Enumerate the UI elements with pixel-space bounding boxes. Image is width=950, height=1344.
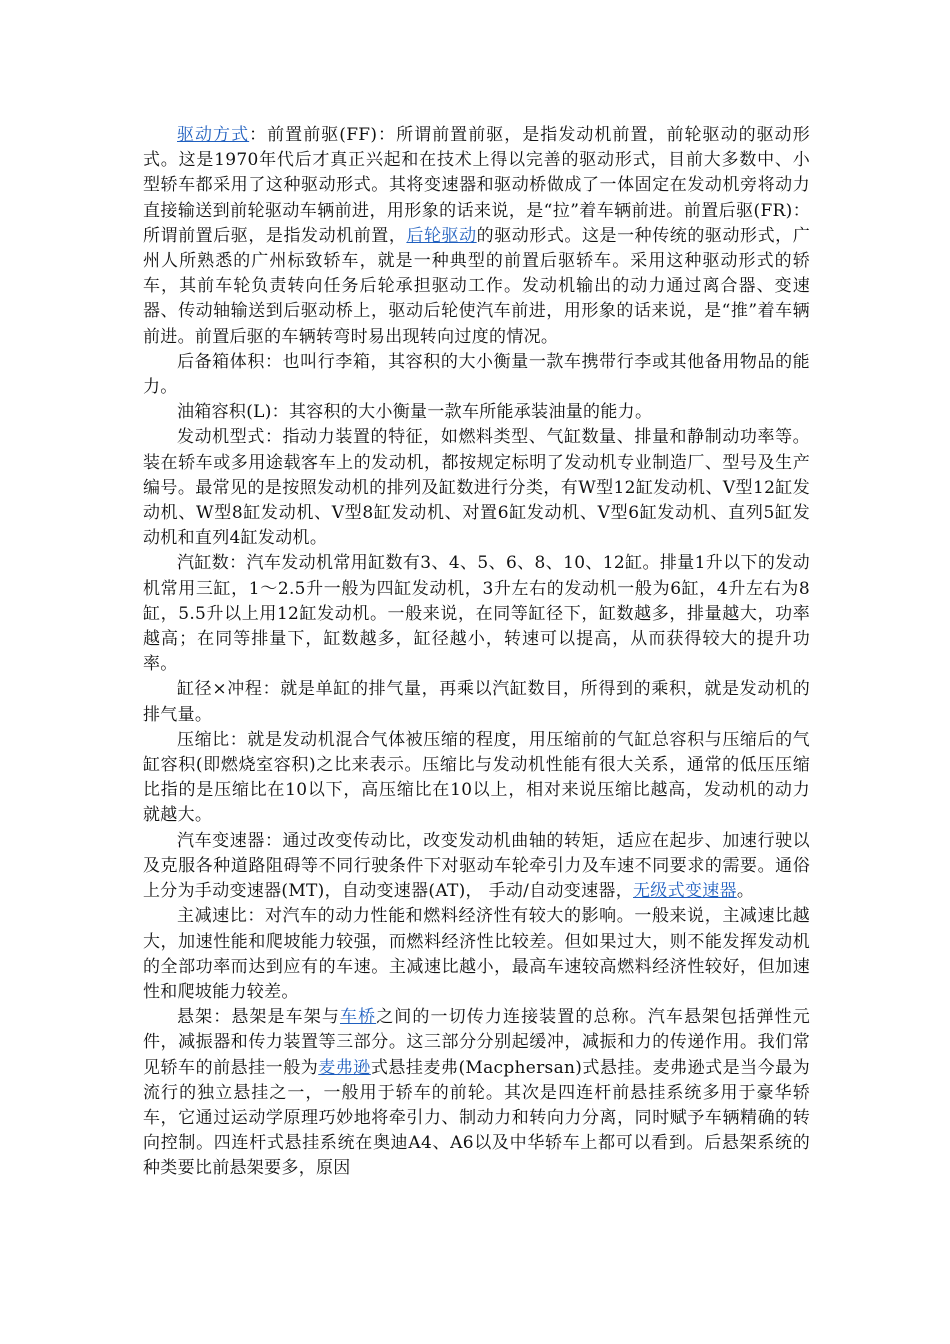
paragraph-text: 的驱动形式。这是一种传统的驱动形式，广州人所熟悉的广州标致轿车，就是一种典型的前置后驱轿车。采用这种驱动形式的轿车，其前车轮负责转向任务后轮承担驱动工作。发动机输出的动力通过离合器、变速器、传动轴输送到后驱动桥上，驱动后轮使汽车前进，用形象的话来说，是“推”着车辆前进。前置后驱的车辆转弯时易出现转向过度的情况。 <box>143 225 811 347</box>
paragraph-text: 悬架：悬架是车架与 <box>177 1007 340 1028</box>
paragraph-text: 主减速比：对汽车的动力性能和燃料经济性有较大的影响。一般来说，主减速比越大，加速性能和爬坡能力较强，而燃料经济性比较差。但如果过大，则不能发挥发动机的全部功率而达到应有的车速。主减速比越小，最高车速较高燃料经济性较好，但加速性和爬坡能力较差。 <box>143 906 810 1002</box>
paragraph-text: 。 <box>736 881 755 902</box>
paragraph-text: ：前置前驱(FF)：所谓前置前驱，是指发动机前置，前轮驱动的驱动形式。这是1970年代后才真正兴起和在技术上得以完善的驱动形式，目前大多数中、小型轿车都采用了这种驱动形式。其将变速器和驱动桥做成了一体固定在发动机旁将动力直接输送到前轮驱动车辆前进，用形象的话来说，是“拉”着车辆前进。前置后驱(FR)：所谓前置后驱，是指发动机前置， <box>143 125 810 246</box>
inline-link[interactable]: 驱动方式 <box>177 125 250 145</box>
paragraph-text: 之间的一切传力连接装置的总称。汽车悬架包括弹性元件，减振器和传力装置等三部分。这三部分分别起缓冲，减振和力的传递作用。我们常见轿车的前悬挂一般为 <box>143 1007 810 1078</box>
paragraph <box>143 425 810 551</box>
paragraph-text: 汽车变速器：通过改变传动比，改变发动机曲轴的转矩，适应在起步、加速行驶以及克服各种道路阻碍等不同行驶条件下对驱动车轮牵引力及车速不同要求的需要。通俗上分为手动变速器(MT)，自动变速器(AT)， 手动/自动变速器， <box>143 830 810 902</box>
paragraph <box>143 350 810 400</box>
paragraph-text: 式悬挂麦弗(Macphersan)式悬挂。麦弗逊式是当今最为流行的独立悬挂之一，一般用于轿车的前轮。其次是四连杆前悬挂系统多用于豪华轿车，它通过运动学原理巧妙地将牵引力、制动力和转向力分离，同时赋予车辆精确的转向控制。四连杆式悬挂系统在奥迪A4、A6以及中华轿车上都可以看到。后悬架系统的种类要比前悬架要多，原因 <box>143 1057 811 1179</box>
paragraph <box>143 829 810 905</box>
paragraph-text: 后备箱体积：也叫行李箱，其容积的大小衡量一款车携带行李或其他备用物品的能力。 <box>143 351 810 398</box>
inline-link[interactable]: 车桥 <box>339 1007 377 1028</box>
paragraph <box>143 728 810 829</box>
inline-link[interactable]: 后轮驱动 <box>406 225 477 246</box>
paragraph <box>143 677 810 727</box>
inline-link[interactable]: 无级式变速器 <box>633 881 737 902</box>
paragraph-text: 压缩比：就是发动机混合气体被压缩的程度，用压缩前的气缸总容积与压缩后的气缸容积(即燃烧室容积)之比来表示。压缩比与发动机性能有很大关系，通常的低压压缩比指的是压缩比在10以下，高压缩比在10以上，相对来说压缩比越高，发动机的动力就越大。 <box>143 729 810 826</box>
paragraph <box>143 123 810 350</box>
paragraph-text: 发动机型式：指动力装置的特征，如燃料类型、气缸数量、排量和静制动功率等。装在轿车或多用途载客车上的发动机，都按规定标明了发动机专业制造厂、型号及生产编号。最常见的是按照发动机的排列及缸数进行分类，有W型12缸发动机、V型12缸发动机、W型8缸发动机、V型8缸发动机、对置6缸发动机、V型6缸发动机、直列5缸发动机和直列4缸发动机。 <box>143 427 810 549</box>
paragraph-text: 缸径×冲程：就是单缸的排气量，再乘以汽缸数目，所得到的乘积，就是发动机的排气量。 <box>143 679 810 725</box>
document-body <box>143 123 810 1182</box>
paragraph-text: 油箱容积(L)：其容积的大小衡量一款车所能承装油量的能力。 <box>177 402 653 423</box>
paragraph <box>143 1005 810 1181</box>
inline-link[interactable]: 麦弗逊 <box>318 1057 371 1078</box>
paragraph <box>143 400 810 425</box>
paragraph-text: 汽缸数：汽车发动机常用缸数有3、4、5、6、8、10、12缸。排量1升以下的发动机常用三缸，1～2.5升一般为四缸发动机，3升左右的发动机一般为6缸，4升左右为8缸，5.5升以上用12缸发动机。一般来说，在同等缸径下，缸数越多，排量越大，功率越高；在同等排量下，缸数越多，缸径越小，转速可以提高，从而获得较大的提升功率。 <box>143 553 810 675</box>
paragraph <box>143 904 810 1005</box>
paragraph <box>143 551 810 677</box>
